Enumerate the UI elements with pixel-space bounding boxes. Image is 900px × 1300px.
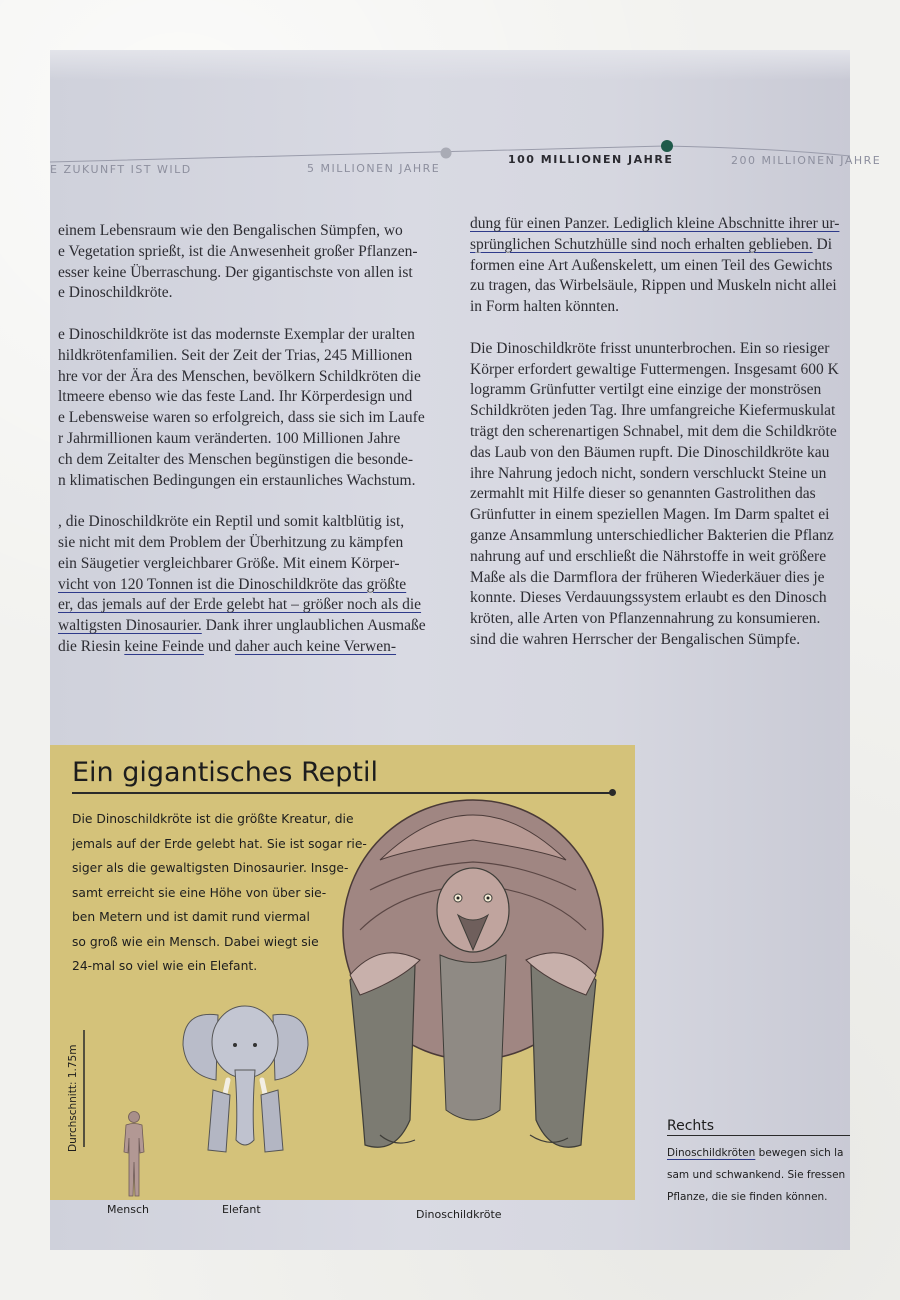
infobox-line: jemals auf der Erde gelebt hat. Sie ist sogar rie- — [72, 836, 367, 851]
timeline-label-200m: 200 MILLIONEN JAHRE — [731, 154, 882, 167]
text-line: esser keine Überraschung. Der gigantischste von allen ist — [58, 263, 413, 281]
text-line: ch dem Zeitalter des Menschen begünstigen die besonde- — [58, 450, 414, 468]
infobox-line: samt erreicht sie eine Höhe von über sie- — [72, 885, 327, 900]
text-line: hre vor der Ära des Menschen, bevölkern Schildkröten die — [58, 367, 421, 385]
book-page — [50, 50, 882, 1250]
left-column — [58, 221, 426, 679]
text-fragment: die Riesin — [58, 637, 125, 655]
text-line: ein Säugetier vergleichbarer Größe. Mit einem Körper- — [58, 554, 400, 572]
label-human: Mensch — [107, 1203, 149, 1216]
caption-text — [667, 1142, 845, 1208]
text-line: Maße als die Darmflora der früheren Wiederkäuer dies je — [470, 568, 825, 586]
text-line: e Lebensweise waren so erfolgreich, dass sie sich im Laufe — [58, 409, 425, 427]
infobox — [50, 745, 635, 1221]
underlined-line: vicht von 120 Tonnen ist die Dinoschildkröte das größte — [58, 575, 407, 593]
text-line: e Vegetation sprießt, ist die Anwesenheit großer Pflanzen- — [58, 242, 418, 260]
caption-line — [667, 1142, 845, 1164]
text-line: Grünfutter in einem speziellen Magen. Im Darm spaltet ei — [470, 506, 830, 524]
timeline-label-zukunft: E ZUKUNFT IST WILD — [50, 163, 192, 176]
text-line: konnte. Dieses Verdauungssystem erlaubt es den Dinosch — [470, 589, 827, 607]
text-line: sind die wahren Herrscher der Bengalischen Sümpfe. — [470, 630, 801, 648]
caption-rule — [667, 1135, 850, 1136]
text-line: ltmeere ebenso wie das feste Land. Ihr Körperdesign und — [58, 388, 413, 406]
text-line: logramm Grünfutter vertilgt eine einzige der monströsen — [470, 381, 822, 399]
text-line: zermahlt mit Hilfe dieser so genannten Gastrolithen das — [470, 485, 816, 503]
human-illustration — [115, 1110, 153, 1200]
infobox-line: siger als die gewaltigsten Dinosaurier. Insge- — [72, 861, 349, 875]
caption-line: sam und schwankend. Sie fressen — [667, 1169, 846, 1181]
caption-line: Pflanze, die sie finden können. — [667, 1191, 828, 1203]
text-line: formen eine Art Außenskelett, um einen Teil des Gewichts — [470, 256, 833, 274]
height-scale-label: Durchschnitt: 1.75m — [67, 1044, 79, 1152]
infobox-text — [72, 807, 367, 979]
text-line: n klimatischen Bedingungen ein erstaunliches Wachstum. — [58, 471, 416, 489]
text-line — [470, 235, 839, 256]
infobox-line: Die Dinoschildkröte ist die größte Kreatur, die — [72, 812, 354, 826]
underlined-line: er, das jemals auf der Erde gelebt hat – größer noch als die — [58, 596, 422, 614]
text-line: das Laub von den Bäumen rupft. Die Dinoschildkröte kau — [470, 443, 830, 461]
caption-title: Rechts — [667, 1118, 715, 1134]
label-elephant: Elefant — [222, 1203, 261, 1216]
dinoturtle-illustration — [340, 780, 610, 1160]
text-line — [58, 637, 426, 658]
text-line: sie nicht mit dem Problem der Überhitzung zu kämpfen — [58, 533, 404, 551]
left-paragraph-2 — [58, 325, 426, 491]
underlined-phrase: waltigsten Dinosaurier. — [58, 617, 202, 635]
text-line: ganze Ansammlung unterschiedlicher Bakterien die Pflanz — [470, 526, 834, 544]
underlined-line: dung für einen Panzer. Lediglich kleine Abschnitte ihrer ur- — [470, 215, 840, 232]
text-line: ihre Nahrung jedoch nicht, sondern verschluckt Steine un — [470, 464, 827, 482]
timeline-label-5m: 5 MILLIONEN JAHRE — [307, 162, 441, 175]
text-line: einem Lebensraum wie den Bengalischen Sümpfen, wo — [58, 222, 403, 239]
infobox-line: 24-mal so viel wie ein Elefant. — [72, 959, 258, 973]
text-line: nahrung auf und erschließt die Nährstoffe in weit größere — [470, 547, 827, 565]
timeline-label-100m: 100 MILLIONEN JAHRE — [508, 153, 674, 166]
text-line: zu tragen, das Wirbelsäule, Rippen und Muskeln nicht allei — [470, 277, 837, 295]
timeline-dot-100m — [661, 140, 673, 152]
text-line: Schildkröten jeden Tag. Ihre umfangreiche Kiefermuskulat — [470, 402, 836, 420]
elephant-illustration — [178, 1000, 313, 1165]
text-fragment: Dank ihrer unglaublichen Ausmaße — [201, 617, 426, 635]
text-fragment: Di — [812, 235, 833, 253]
infobox-rule-dot — [609, 789, 616, 796]
infobox-title: Ein gigantisches Reptil — [72, 757, 378, 788]
text-line: Die Dinoschildkröte frisst ununterbrochen. Ein so riesiger — [470, 339, 830, 357]
text-line: kröten, alle Arten von Pflanzennahrung zu konsumieren. — [470, 610, 821, 628]
right-paragraph-2 — [470, 339, 839, 651]
text-line: Körper erfordert gewaltige Futtermengen. Insgesamt 600 K — [470, 360, 839, 378]
infobox-line: so groß wie ein Mensch. Dabei wiegt sie — [72, 934, 319, 949]
underlined-phrase: keine Feinde — [124, 637, 204, 655]
underlined-phrase: daher auch keine Verwen- — [234, 637, 397, 655]
underlined-phrase: Dinoschildkröten — [667, 1147, 756, 1159]
left-paragraph-1 — [58, 221, 426, 304]
text-line: in Form halten könnten. — [470, 298, 619, 316]
text-line: hildkrötenfamilien. Seit der Zeit der Trias, 245 Millionen — [58, 346, 413, 364]
text-fragment: und — [203, 637, 235, 655]
text-line: r Jahrmillionen kaum veränderten. 100 Millionen Jahre — [58, 429, 401, 447]
timeline-dot-5m — [441, 148, 452, 159]
left-paragraph-3 — [58, 512, 426, 658]
text-line: e Dinoschildkröte ist das modernste Exemplar der uralten — [58, 325, 415, 343]
text-line: trägt den scherenartigen Schnabel, mit dem die Schildkröte — [470, 422, 837, 440]
label-dinoturtle: Dinoschildkröte — [416, 1208, 502, 1221]
text-line: , die Dinoschildkröte ein Reptil und somit kaltblütig ist, — [58, 513, 405, 531]
infobox-line: ben Metern und ist damit rund viermal — [72, 910, 310, 924]
right-paragraph-1 — [470, 214, 839, 318]
underlined-phrase: sprünglichen Schutzhülle sind noch erhalten geblieben. — [470, 235, 813, 253]
text-fragment: bewegen sich la — [755, 1147, 844, 1159]
text-line: e Dinoschildkröte. — [58, 284, 173, 302]
text-line — [58, 616, 426, 637]
right-column — [470, 214, 839, 672]
